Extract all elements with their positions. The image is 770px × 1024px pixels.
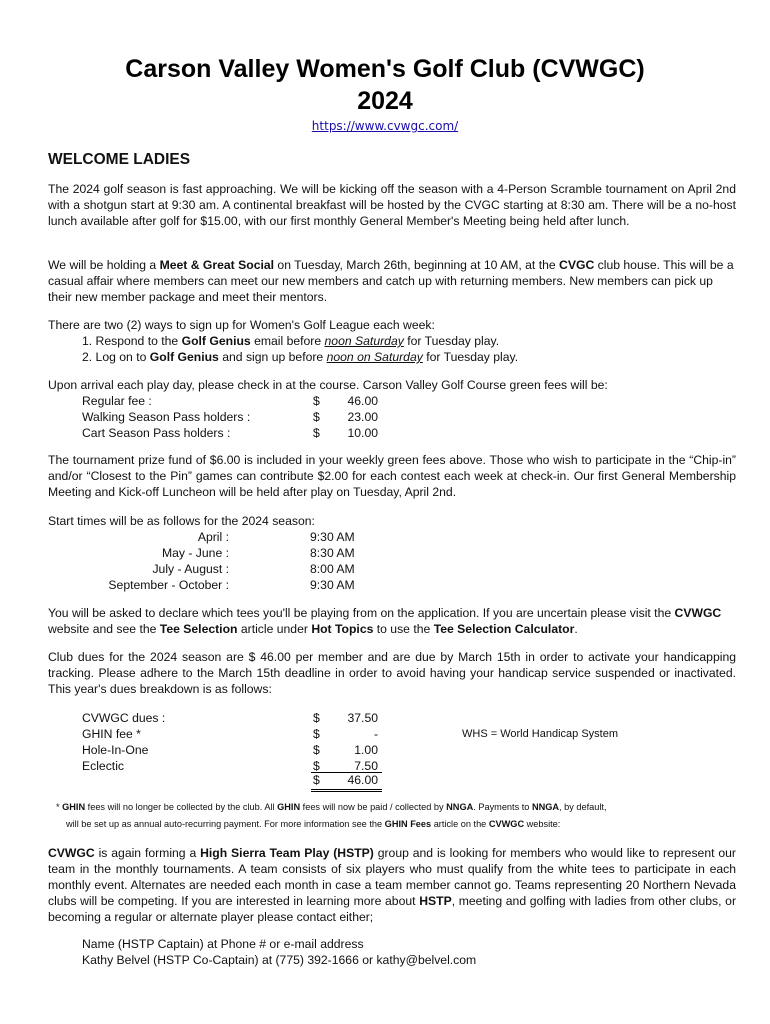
signup-item-1: 1. Respond to the Golf Genius email before noon Saturday for Tuesday play. <box>82 334 500 348</box>
welcome-paragraph: The 2024 golf season is fast approaching. We will be kicking off the season with a 4-Person Scramble tournament on April 2nd with a shotgun start at 9:30 am. A continental breakfast will be hosted by the CVGC starting at 8:30 am. There will be a no-host lunch available after golf for $15.00, with our first monthly General Member's Meeting being held after lunch. <box>48 182 736 228</box>
fee-label-regular: Regular fee : <box>82 394 152 408</box>
start-time-sept-oct: 9:30 AM <box>310 578 355 592</box>
dues-amount-hole-in-one: 1.00 <box>354 743 378 757</box>
fee-amount-walking: 23.00 <box>347 410 378 424</box>
fee-amount-regular: 46.00 <box>347 394 378 408</box>
dues-currency-eclectic: $ <box>313 759 320 773</box>
dues-label-cvwgc: CVWGC dues : <box>82 711 166 725</box>
page-title-year: 2024 <box>357 87 413 115</box>
dues-total-row <box>311 772 382 792</box>
dues-label-ghin: GHIN fee * <box>82 727 141 741</box>
hstp-contact-captain: Name (HSTP Captain) at Phone # or e-mail address <box>82 937 364 951</box>
fee-label-cart: Cart Season Pass holders : <box>82 426 231 440</box>
whs-note: WHS = World Handicap System <box>462 728 618 740</box>
signup-item-2: 2. Log on to Golf Genius and sign up before noon on Saturday for Tuesday play. <box>82 350 519 364</box>
hstp-contact-co-captain: Kathy Belvel (HSTP Co-Captain) at (775) 392-1666 or kathy@belvel.com <box>82 953 477 967</box>
dues-amount-cvwgc: 37.50 <box>347 711 378 725</box>
social-paragraph: We will be holding a Meet & Great Social on Tuesday, March 26th, beginning at 10 AM, at the CVGC club house. This will be a casual affair where members can meet our new members and catch up with returning members. New members can pick up their new member package and meet their mentors. <box>48 258 734 304</box>
start-times-intro: Start times will be as follows for the 2024 season: <box>48 514 315 528</box>
start-period-april: April : <box>197 530 229 544</box>
start-period-sept-oct: September - October : <box>108 578 229 592</box>
start-time-july-august: 8:00 AM <box>310 562 355 576</box>
page-title: Carson Valley Women's Golf Club (CVWGC) <box>125 55 645 83</box>
dues-amount-eclectic: 7.50 <box>354 759 378 773</box>
dues-label-eclectic: Eclectic <box>82 759 124 773</box>
start-time-may-june: 8:30 AM <box>310 546 355 560</box>
dues-currency-ghin: $ <box>313 727 320 741</box>
fee-currency-walking: $ <box>313 410 320 424</box>
start-time-april: 9:30 AM <box>310 530 355 544</box>
dues-currency-hole-in-one: $ <box>313 743 320 757</box>
fee-amount-cart: 10.00 <box>347 426 378 440</box>
dues-currency-cvwgc: $ <box>313 711 320 725</box>
signup-intro: There are two (2) ways to sign up for Women's Golf League each week: <box>48 318 435 332</box>
welcome-heading: WELCOME LADIES <box>48 151 191 168</box>
dues-paragraph: Club dues for the 2024 season are $ 46.00 per member and are due by March 15th in order to activate your handicapping tracking. Please adhere to the March 15th deadline in order to avoid having your handicap service suspended or inactivated. This year's dues breakdown is as follows: <box>48 650 736 696</box>
fee-label-walking: Walking Season Pass holders : <box>82 410 251 424</box>
ghin-footnote-line1: * GHIN fees will no longer be collected by the club. All GHIN fees will now be paid / collected by NNGA. Payments to NNGA, by default, <box>56 802 607 812</box>
start-period-may-june: May - June : <box>161 546 229 560</box>
fee-currency-regular: $ <box>313 394 320 408</box>
website-link[interactable]: https://www.cvwgc.com/ <box>311 119 459 133</box>
prize-paragraph: The tournament prize fund of $6.00 is included in your weekly green fees above. Those who wish to participate in the “Chip-in” and/or “Closest to the Pin” games can contribute $2.00 for each contest each week at check-in. Our first General Membership Meeting and Kick-off Luncheon will be held after play on Tuesday, April 2nd. <box>48 453 736 499</box>
dues-total-currency: $ <box>313 773 320 787</box>
tees-paragraph: You will be asked to declare which tees you'll be playing from on the application. If you are uncertain please visit the CVWGC website and see the Tee Selection article under Hot Topics to use the Tee Selection Calculator. <box>48 606 722 636</box>
fees-intro: Upon arrival each play day, please check in at the course. Carson Valley Golf Course green fees will be: <box>48 378 608 392</box>
dues-amount-ghin: - <box>373 727 378 741</box>
start-period-july-august: July - August : <box>152 562 229 576</box>
dues-total-amount: 46.00 <box>347 773 378 787</box>
dues-label-hole-in-one: Hole-In-One <box>82 743 149 757</box>
hstp-paragraph: CVWGC is again forming a High Sierra Team Play (HSTP) group and is looking for members who would like to represent our team in the monthly tournaments. A team consists of six players who must qualify from the white tees to participate in each monthly event. Alternates are needed each month in case a team member cannot go. Teams representing 20 Northern Nevada clubs will be competing. If you are interested in learning more about HSTP, meeting and golfing with ladies from other clubs, or becoming a regular or alternate player please contact either; <box>48 846 737 924</box>
fee-currency-cart: $ <box>313 426 320 440</box>
ghin-footnote-line2: will be set up as annual auto-recurring payment. For more information see the GHIN Fees article on the CVWGC website: <box>66 819 561 829</box>
